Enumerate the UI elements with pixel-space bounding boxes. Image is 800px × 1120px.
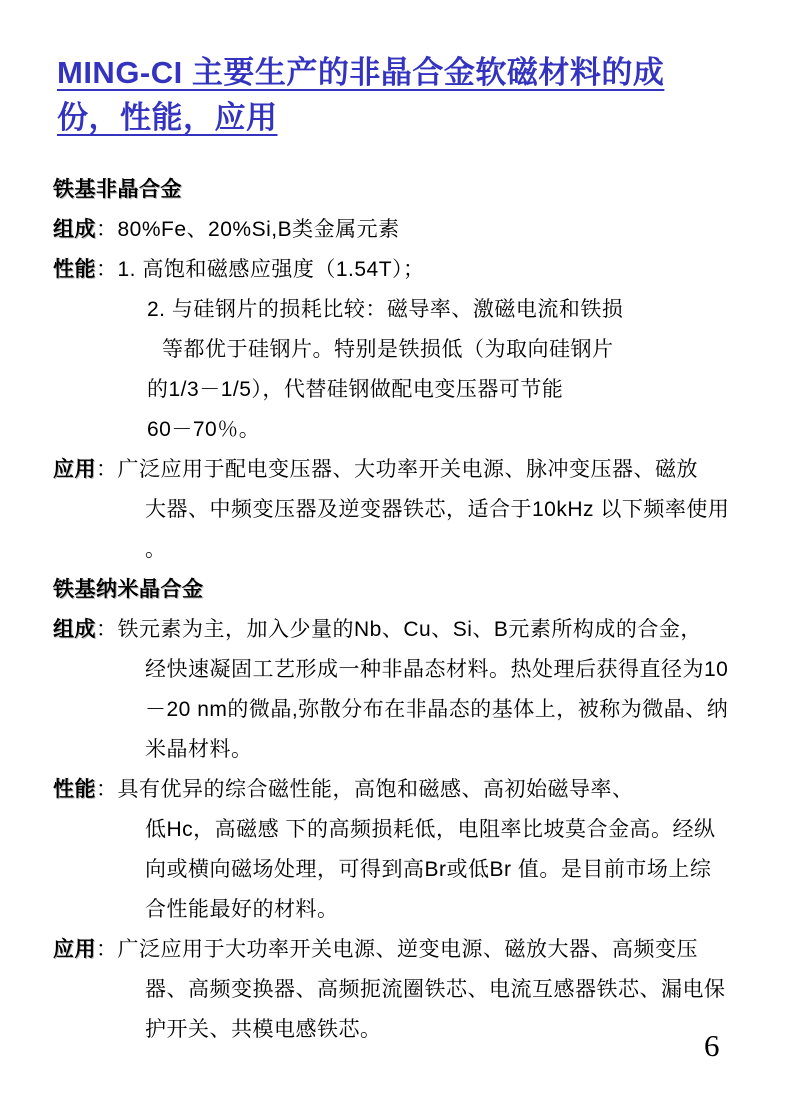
body-line: 2. 与硅钢片的损耗比较：磁导率、激磁电流和铁损 (147, 298, 624, 321)
page-number: 6 (704, 1028, 720, 1063)
application-row (0, 448, 800, 488)
body-line: 。 (145, 538, 167, 561)
body-line: 等都优于硅钢片。特别是铁损低（为取向硅钢片 (162, 338, 614, 361)
field-label: 组成 (53, 218, 96, 241)
label-colon: ： (96, 258, 118, 281)
body-line: 米晶材料。 (145, 738, 253, 761)
field-label: 性能 (53, 258, 96, 281)
body-line: 60－70％。 (147, 418, 261, 441)
body-line: 经快速凝固工艺形成一种非晶态材料。热处理后获得直径为10 (145, 658, 729, 681)
page-title-line-1: MING-CI 主要生产的非晶合金软磁材料的成 (57, 55, 665, 90)
label-colon: ： (96, 218, 118, 241)
composition-row (0, 608, 800, 648)
performance-row (0, 248, 800, 288)
section-heading: 铁基纳米晶合金 (53, 578, 204, 601)
label-colon: ： (96, 458, 118, 481)
composition-row (0, 208, 800, 248)
performance-row (0, 768, 800, 808)
field-text: 广泛应用于配电变压器、大功率开关电源、脉冲变压器、磁放 (117, 458, 698, 481)
field-label: 性能 (53, 778, 96, 801)
body-line: 的1/3－1/5），代替硅钢做配电变压器可节能 (147, 378, 564, 401)
body-line: 大器、中频变压器及逆变器铁芯，适合于10kHz 以下频率使用 (145, 498, 730, 521)
body-line: 低Hc，高磁感 下的高频损耗低，电阻率比坡莫合金高。经纵 (145, 818, 716, 841)
field-text: 1. 高饱和磁感应强度（1.54T）； (117, 258, 425, 281)
field-label: 应用 (53, 938, 96, 961)
field-label: 组成 (53, 618, 96, 641)
document-body (0, 168, 800, 1048)
field-text: 具有优异的综合磁性能，高饱和磁感、高初始磁导率、 (117, 778, 634, 801)
field-text: 铁元素为主，加入少量的Nb、Cu、Si、B元素所构成的合金， (117, 618, 702, 641)
body-line: 护开关、共模电感铁芯。 (145, 1018, 382, 1041)
section-heading: 铁基非晶合金 (53, 178, 182, 201)
application-row (0, 928, 800, 968)
page-title-line-2: 份，性能，应用 (57, 100, 278, 135)
page-title (57, 50, 747, 140)
body-line: 合性能最好的材料。 (145, 898, 339, 921)
label-colon: ： (96, 938, 118, 961)
body-line: －20 nm的微晶,弥散分布在非晶态的基体上，被称为微晶、纳 (145, 698, 729, 721)
field-label: 应用 (53, 458, 96, 481)
body-line: 向或横向磁场处理，可得到高Br或低Br 值。是目前市场上综 (145, 858, 712, 881)
field-text: 广泛应用于大功率开关电源、逆变电源、磁放大器、高频变压 (117, 938, 698, 961)
body-line: 器、高频变换器、高频扼流圈铁芯、电流互感器铁芯、漏电保 (145, 978, 726, 1001)
label-colon: ： (96, 778, 118, 801)
label-colon: ： (96, 618, 118, 641)
field-text: 80%Fe、20%Si,B类金属元素 (117, 218, 400, 241)
